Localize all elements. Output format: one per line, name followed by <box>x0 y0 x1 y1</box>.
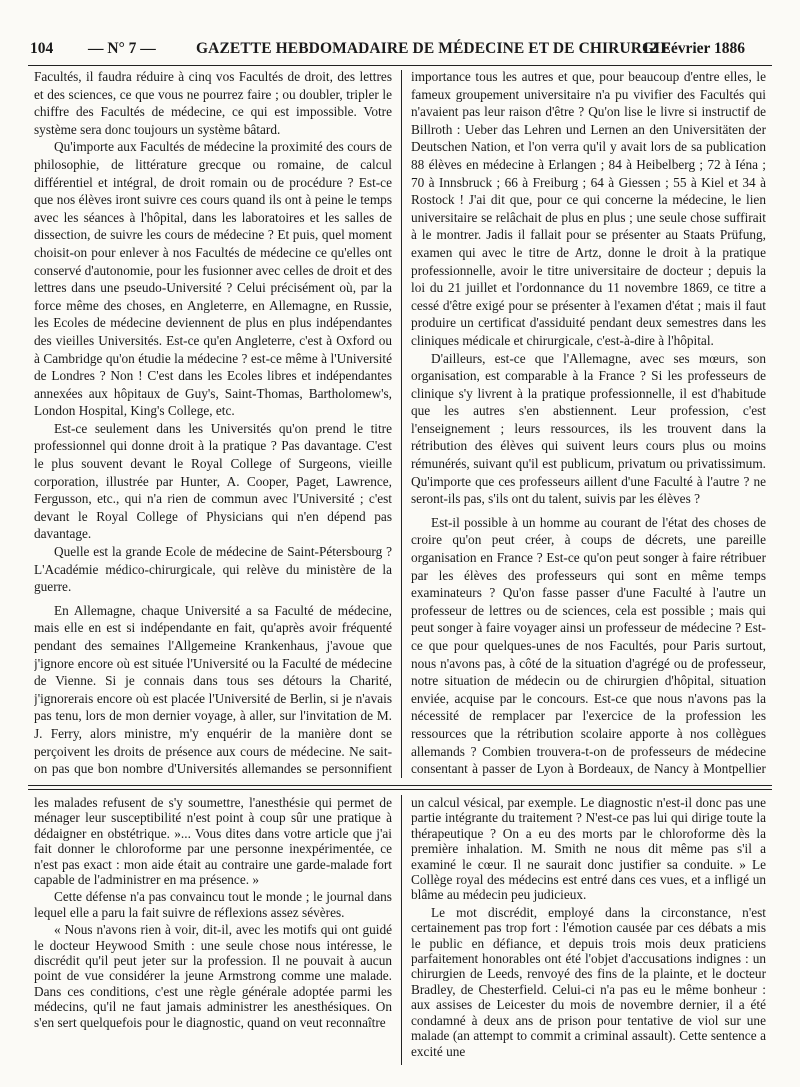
paragraph: D'ailleurs, est-ce que l'Allemagne, avec ses mœurs, son organisation, est comparable à la France ? Si les professeurs de clinique s'y livrent à la pratique professionnelle, il est d'habitude que les autres s'en abstiennent. Leur profession, c'est l'enseignement ; leurs ressources, ils les trouvent dans la rétribution des élèves qui suivent leurs cours plus ou moins rémunérés, suivant qu'il est publicum, privatum ou privatissimum. Qu'importe que ces professeurs aillent d'une Faculté à l'autre ? ne seront-ils pas, s'ils ont du talent, suivis par les élèves ? <box>411 350 766 507</box>
issue-number: — N° 7 — <box>88 40 156 57</box>
paragraph: En Allemagne, chaque Université a sa Faculté de médecine, mais elle en est si indépendante en fait, qu'après avoir fréquenté pendant des semaines l'Allgemeine Krankenhaus, j'avoue que j'ignore encore où est située l'Université ou la Faculté de médecine de Vienne. Si je connais dans tous ses détours la Charité, j'ignorerais encore où est placée l'Université de Berlin, si je n'avais pas tenu, lors de mon dernier voyage, à aller, sur l'invitation de M. J. Ferry, alors ministre, m'y enquérir de la manière dont se perçoivent les droits de présence aux cours de médecine. Ne sait-on pas que bon nombre d'Universités allemandes se personnifient <box>34 602 392 777</box>
top-left-column <box>34 68 392 780</box>
bottom-right-column <box>411 795 766 1065</box>
paragraph: Est-il possible à un homme au courant de l'état des choses de croire qu'on peut créer, à coups de décrets, une pareille organisation en France ? Est-ce qu'on peut songer à faire rétribuer par les élèves des professeurs qui sont en même temps examinateurs ? Qu'on fasse passer d'une Faculté à l'autre un professeur de lettres ou de sciences, cela est possible ; mais qui peut songer à faire voyager ainsi un professeur de médecine ? Est-ce que pour quelques-unes de nos Facultés, pour Paris surtout, nous n'avons pas, à côté de la situation d'agrégé ou de professeur, notre situation de médecin ou de chirurgien d'hôpital, situation enviée, acquise par le concours. Est-ce que nous n'avons pas la nécessité de remplacer par l'exercice de la profession les ressources que la rétribution scolaire apporte à nos collègues allemands ? Combien trouvera-t-on de professeurs de médecine consentant à passer de Lyon à Bordeaux, de Nancy à Montpellier <box>411 514 766 777</box>
paragraph: les malades refusent de s'y soumettre, l'anesthésie qui permet de ménager leur susceptibilité n'est point à coup sûr une pratique à dédaigner en obstétrique. »... Vous dites dans votre article que j'ai fait donner le chloroforme par une personne inexpérimentée, ce n'est pas exact : mon aide était au contraire une garde-malade fort capable de l'administrer en ma présence. » <box>34 795 392 888</box>
issue-date: 12 Février 1886 <box>642 40 746 57</box>
section-divider-2 <box>28 789 772 790</box>
header-rule <box>28 65 772 66</box>
paragraph: Qu'importe aux Facultés de médecine la proximité des cours de philosophie, de littérature grecque ou romaine, de calcul différentiel et intégral, de droit romain ou de procédure ? Est-ce que nos élèves iront suivre ces cours quand ils ont à peine le temps avec les séances à l'hôpital, dans les laboratoires et les salles de dissection, de suivre les cours de médecine ? Et puis, quel moment choisit-on pour enlever à nos Facultés de médecine ce qu'elles ont conservé d'autonomie, pour les fusionner avec celles de droit et des lettres dans une pseudo-Université ? Celui précisément où, par la force même des choses, en Angleterre, en Allemagne, en Russie, les Ecoles de médecine deviennent de plus en plus indépendantes des vieilles Universités. Est-ce qu'en Angleterre, c'est à Oxford ou à Cambridge qu'on étudie la médecine ? est-ce même à l'Université de Londres ? Non ! C'est dans les Ecoles libres et indépendantes annexées aux hôpitaux de Guy's, Saint-Thomas, Bartholomew's, London Hospital, King's College, etc. <box>34 139 392 419</box>
paragraph: Le mot discrédit, employé dans la circonstance, n'est certainement pas trop fort : l'émotion causée par ces débats a mis le public en défiance, et depuis trois mois deux praticiens parfaitement honorables ont été l'objet d'accusations indignes : un chirurgien de Leeds, renvoyé des fins de la plainte, et le docteur Bradley, de Chesterfield. Celui-ci n'a pas eu le même bonheur : aux assises de Leicester du mois de novembre dernier, il a été condamné à deux ans de prison pour tentative de viol sur une malade (an attempt to commit a criminal assault). Cette sentence a excité une <box>411 904 766 1059</box>
page-number: 104 <box>30 40 54 57</box>
paragraph: Quelle est la grande Ecole de médecine de Saint-Pétersbourg ? L'Académie médico-chirurgicale, qui relève du ministère de la guerre. <box>34 544 392 595</box>
page-header <box>30 40 778 60</box>
paragraph: « Nous n'avons rien à voir, dit-il, avec les motifs qui ont guidé le docteur Heywood Smith : une seule chose nous intéresse, le discrédit qu'il peut jeter sur la profession. Il ne pouvait à aucun point de vue considérer la jeune Armstrong comme une malade. Dans ces conditions, c'est une règle générale adoptée parmi les médecins, qu'il ne faut jamais administrer les anesthésiques. On s'en sert quelquefois pour le diagnostic, quand on veut reconnaître <box>34 922 392 1030</box>
paragraph: un calcul vésical, par exemple. Le diagnostic n'est-il donc pas une partie intégrante du traitement ? N'est-ce pas lui qui dirige toute la thérapeutique ? On a eu des morts par le chloroforme dès la première inhalation. M. Smith ne nous dit même pas s'il a examiné le cœur. Il ne saurait donc justifier sa conduite. » Le Collège royal des médecins est entré dans ces vues, et a infligé un blâme au médecin peu judicieux. <box>411 795 766 903</box>
paragraph: importance tous les autres et que, pour beaucoup d'entre elles, le fameux groupement universitaire n'a pu vivifier des Facultés qui n'avaient pas leur raison d'être ? Qu'on lise le livre si instructif de Billroth : Ueber das Lehren und Lernen an den Universitäten der Deutschen Nation, et l'on verra qu'il y avait lors de sa publication 88 élèves en médecine à Erlangen ; 84 à Heibelberg ; 72 à Iéna ; 70 à Innsbruck ; 66 à Freiburg ; 64 à Giessen ; 55 à Kiel et 34 à Rostock ! J'ai dit que, pour ce qui concerne la médecine, le lien universitaire se relâchait de plus en plus ; une seule chose suffirait à le montrer. Jadis il fallait pour se présenter au Staats Prüfung, examen qui avec le titre de Artz, donne le droit à la pratique professionnelle, avoir le titre universitaire de docteur ; depuis la loi du 21 juillet et l'ordonnance du 11 novembre 1869, ce titre a cessé d'être exigé pour se présenter à l'examen d'état ; mais il faut produire un certificat d'assiduité pendant deux semestres dans les cliniques médicale et chirurgicale, c'est-à-dire à l'hôpital. <box>411 69 766 348</box>
paragraph: Est-ce seulement dans les Universités qu'on prend le titre professionnel qui donne droit à la pratique ? Pas davantage. C'est le plus souvent devant le Royal College of Surgeons, vieille corporation, illustrée par Hunter, A. Cooper, Paget, Lawrence, Fergusson, etc., qui n'a rien de commun avec l'Université ; c'est devant le Royal College of Physicians qui n'en dépend pas davantage. <box>34 420 392 542</box>
top-right-column <box>411 68 766 780</box>
section-divider <box>28 785 772 786</box>
column-divider-top <box>401 70 402 778</box>
paragraph: Cette défense n'a pas convaincu tout le monde ; le journal dans lequel elle a paru la fait suivre de réflexions assez sévères. <box>34 889 392 920</box>
paragraph: Facultés, il faudra réduire à cinq vos Facultés de droit, des lettres et des sciences, ce que vous ne pourrez faire ; ou doubler, tripler le chiffre des Facultés de médecine, ce qui est impossible. Votre système sera donc toujours un système bâtard. <box>34 69 392 137</box>
column-divider-bottom <box>401 795 402 1065</box>
journal-title: GAZETTE HEBDOMADAIRE DE MÉDECINE ET DE CHIRURGIE <box>196 40 671 57</box>
bottom-left-column <box>34 795 392 1065</box>
